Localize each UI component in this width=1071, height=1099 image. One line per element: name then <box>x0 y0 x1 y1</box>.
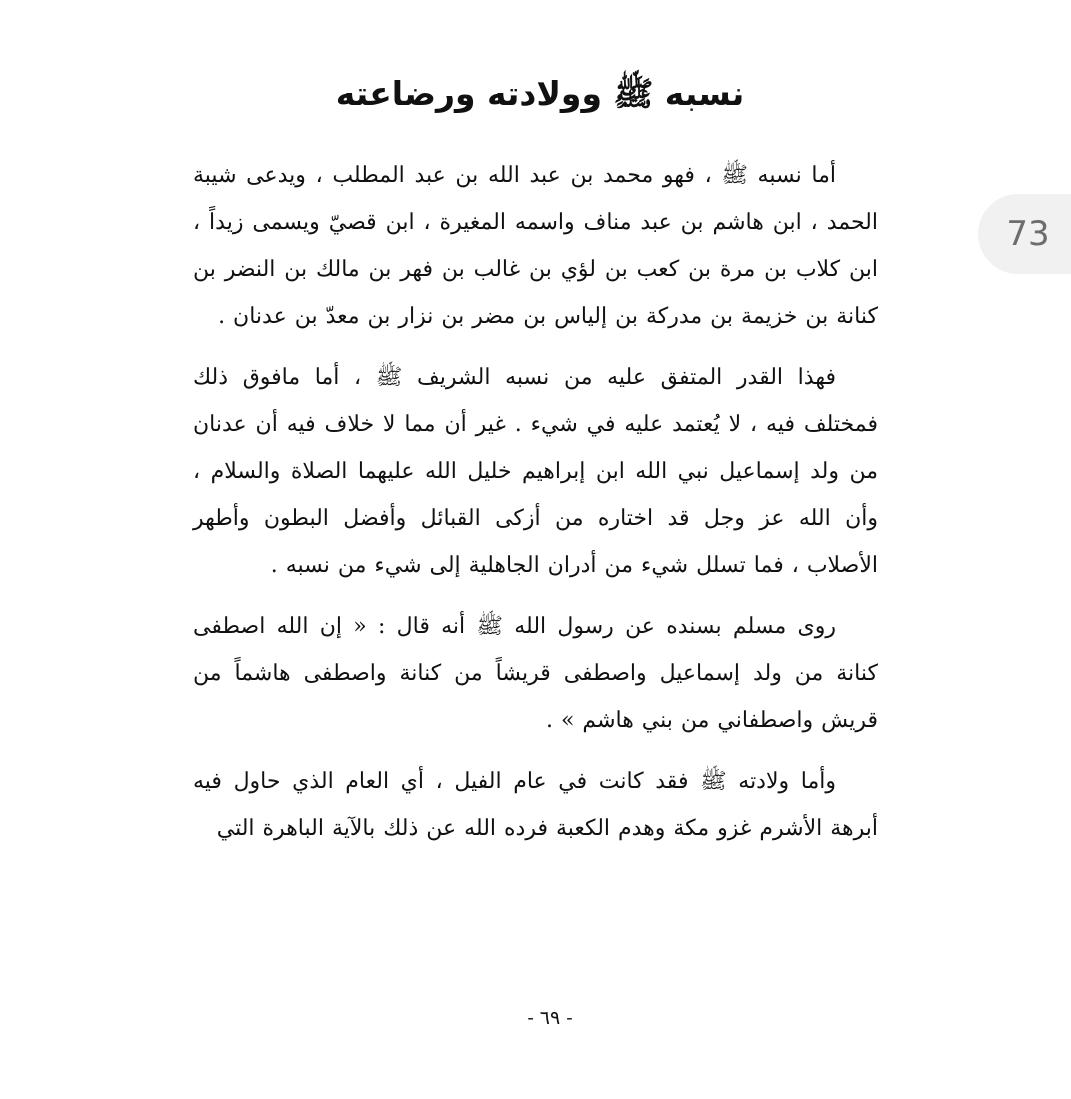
paragraph-agreed-lineage: فهذا القدر المتفق عليه من نسبه الشريف ﷺ ، أما مافوق ذلك فمختلف فيه ، لا يُعتمد عليه في شيء . غير أن مما لا خلاف فيه أن عدنان من ولد إسماعيل نبي الله ابن إبراهيم خليل الله عليهما الصلاة والسلام ، وأن الله عز وجل قد اختاره من أزكى القبائل وأفضل البطون وأطهر الأصلاب ، فما تسلل شيء من أدران الجاهلية إلى شيء من نسبه . <box>193 365 878 578</box>
paragraph-lineage: أما نسبه ﷺ ، فهو محمد بن عبد الله بن عبد المطلب ، ويدعى شيبة الحمد ، ابن هاشم بن عبد مناف واسمه المغيرة ، ابن قصيّ ويسمى زيداً ، ابن كلاب بن مرة بن كعب بن لؤي بن غالب بن فهر بن مالك بن النضر بن كنانة بن خزيمة بن مدركة بن إلياس بن مضر بن نزار بن معدّ بن عدنان . <box>193 163 878 329</box>
paragraph-hadith: روى مسلم بسنده عن رسول الله ﷺ أنه قال : « إن الله اصطفى كنانة من ولد إسماعيل واصطفى قريشاً من كنانة واصطفى هاشماً من قريش واصطفاني من بني هاشم » . <box>193 614 878 733</box>
body-text <box>193 152 878 866</box>
paragraph-birth: وأما ولادته ﷺ فقد كانت في عام الفيل ، أي العام الذي حاول فيه أبرهة الأشرم غزو مكة وهدم الكعبة فرده الله عن ذلك بالآية الباهرة التي <box>193 769 878 841</box>
chapter-title: نسبه ﷺ وولادته ورضاعته <box>335 74 745 113</box>
page-index-badge[interactable] <box>978 194 1071 274</box>
page-number: - ٦٩ - <box>527 1007 573 1029</box>
page-index-number: 73 <box>1006 214 1050 254</box>
